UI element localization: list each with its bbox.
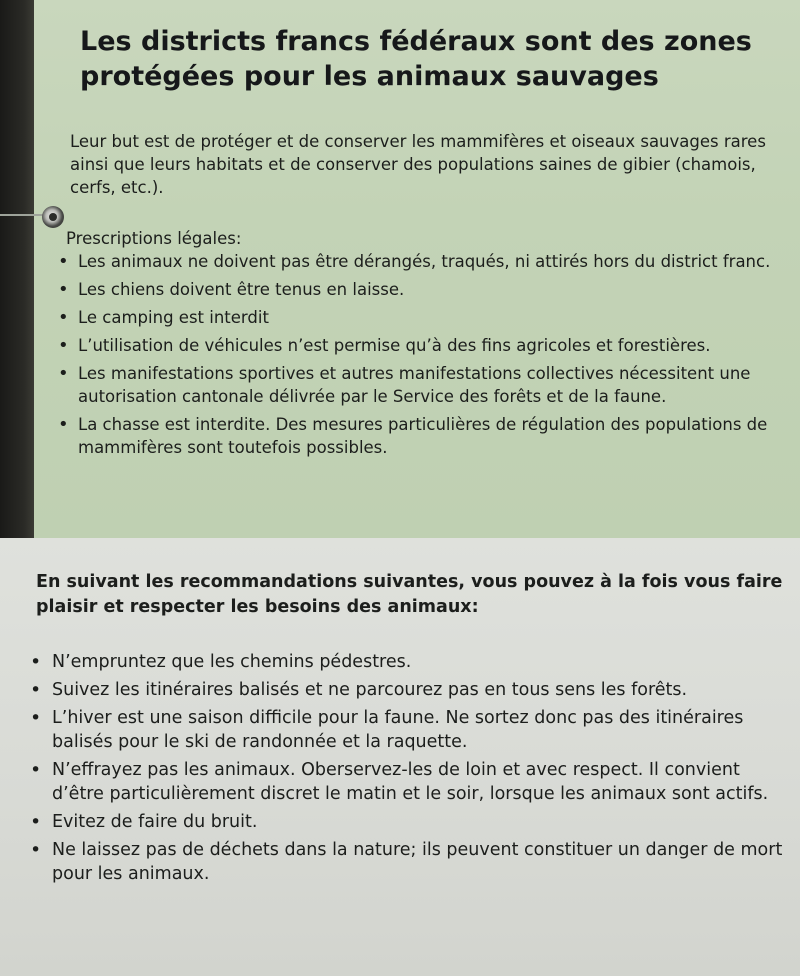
list-item: • Les animaux ne doivent pas être dérangés, traqués, ni attirés hors du district franc. <box>58 250 778 273</box>
recommendations-list <box>30 650 785 890</box>
list-item: • Le camping est interdit <box>58 306 778 329</box>
page-title: Les districts francs fédéraux sont des zones protégées pour les animaux sauvages <box>80 26 752 92</box>
prescriptions-list <box>58 250 778 464</box>
list-item: • L’utilisation de véhicules n’est permise qu’à des fins agricoles et forestières. <box>58 334 778 357</box>
intro-paragraph: Leur but est de protéger et de conserver les mammifères et oiseaux sauvages rares ainsi que leurs habitats et de conserver des populations saines de gibier (chamois, cerfs, etc.). <box>70 132 766 197</box>
list-item: • N’empruntez que les chemins pédestres. <box>30 650 785 674</box>
list-item: • L’hiver est une saison difficile pour la faune. Ne sortez donc pas des itinéraires balisés pour le ski de randonnée et la raquette. <box>30 706 785 754</box>
list-item: • Evitez de faire du bruit. <box>30 810 785 834</box>
screw-icon <box>42 206 64 228</box>
list-item: • N’effrayez pas les animaux. Oberservez-les de loin et avec respect. Il convient d’être particulièrement discret le matin et le soir, lorsque les animaux sont actifs. <box>30 758 785 806</box>
list-item: • Les manifestations sportives et autres manifestations collectives nécessitent une autorisation cantonale délivrée par le Service des forêts et de la faune. <box>58 362 778 408</box>
list-item: • La chasse est interdite. Des mesures particulières de régulation des populations de mammifères sont toutefois possibles. <box>58 413 778 459</box>
list-item: • Ne laissez pas de déchets dans la nature; ils peuvent constituer un danger de mort pour les animaux. <box>30 838 785 886</box>
list-item: • Suivez les itinéraires balisés et ne parcourez pas en tous sens les forêts. <box>30 678 785 702</box>
list-item: • Les chiens doivent être tenus en laisse. <box>58 278 778 301</box>
mounting-wire <box>0 214 44 216</box>
prescriptions-label: Prescriptions légales: <box>66 229 242 248</box>
recommendations-heading: En suivant les recommandations suivantes, vous pouvez à la fois vous faire plaisir et respecter les besoins des animaux: <box>36 572 783 617</box>
